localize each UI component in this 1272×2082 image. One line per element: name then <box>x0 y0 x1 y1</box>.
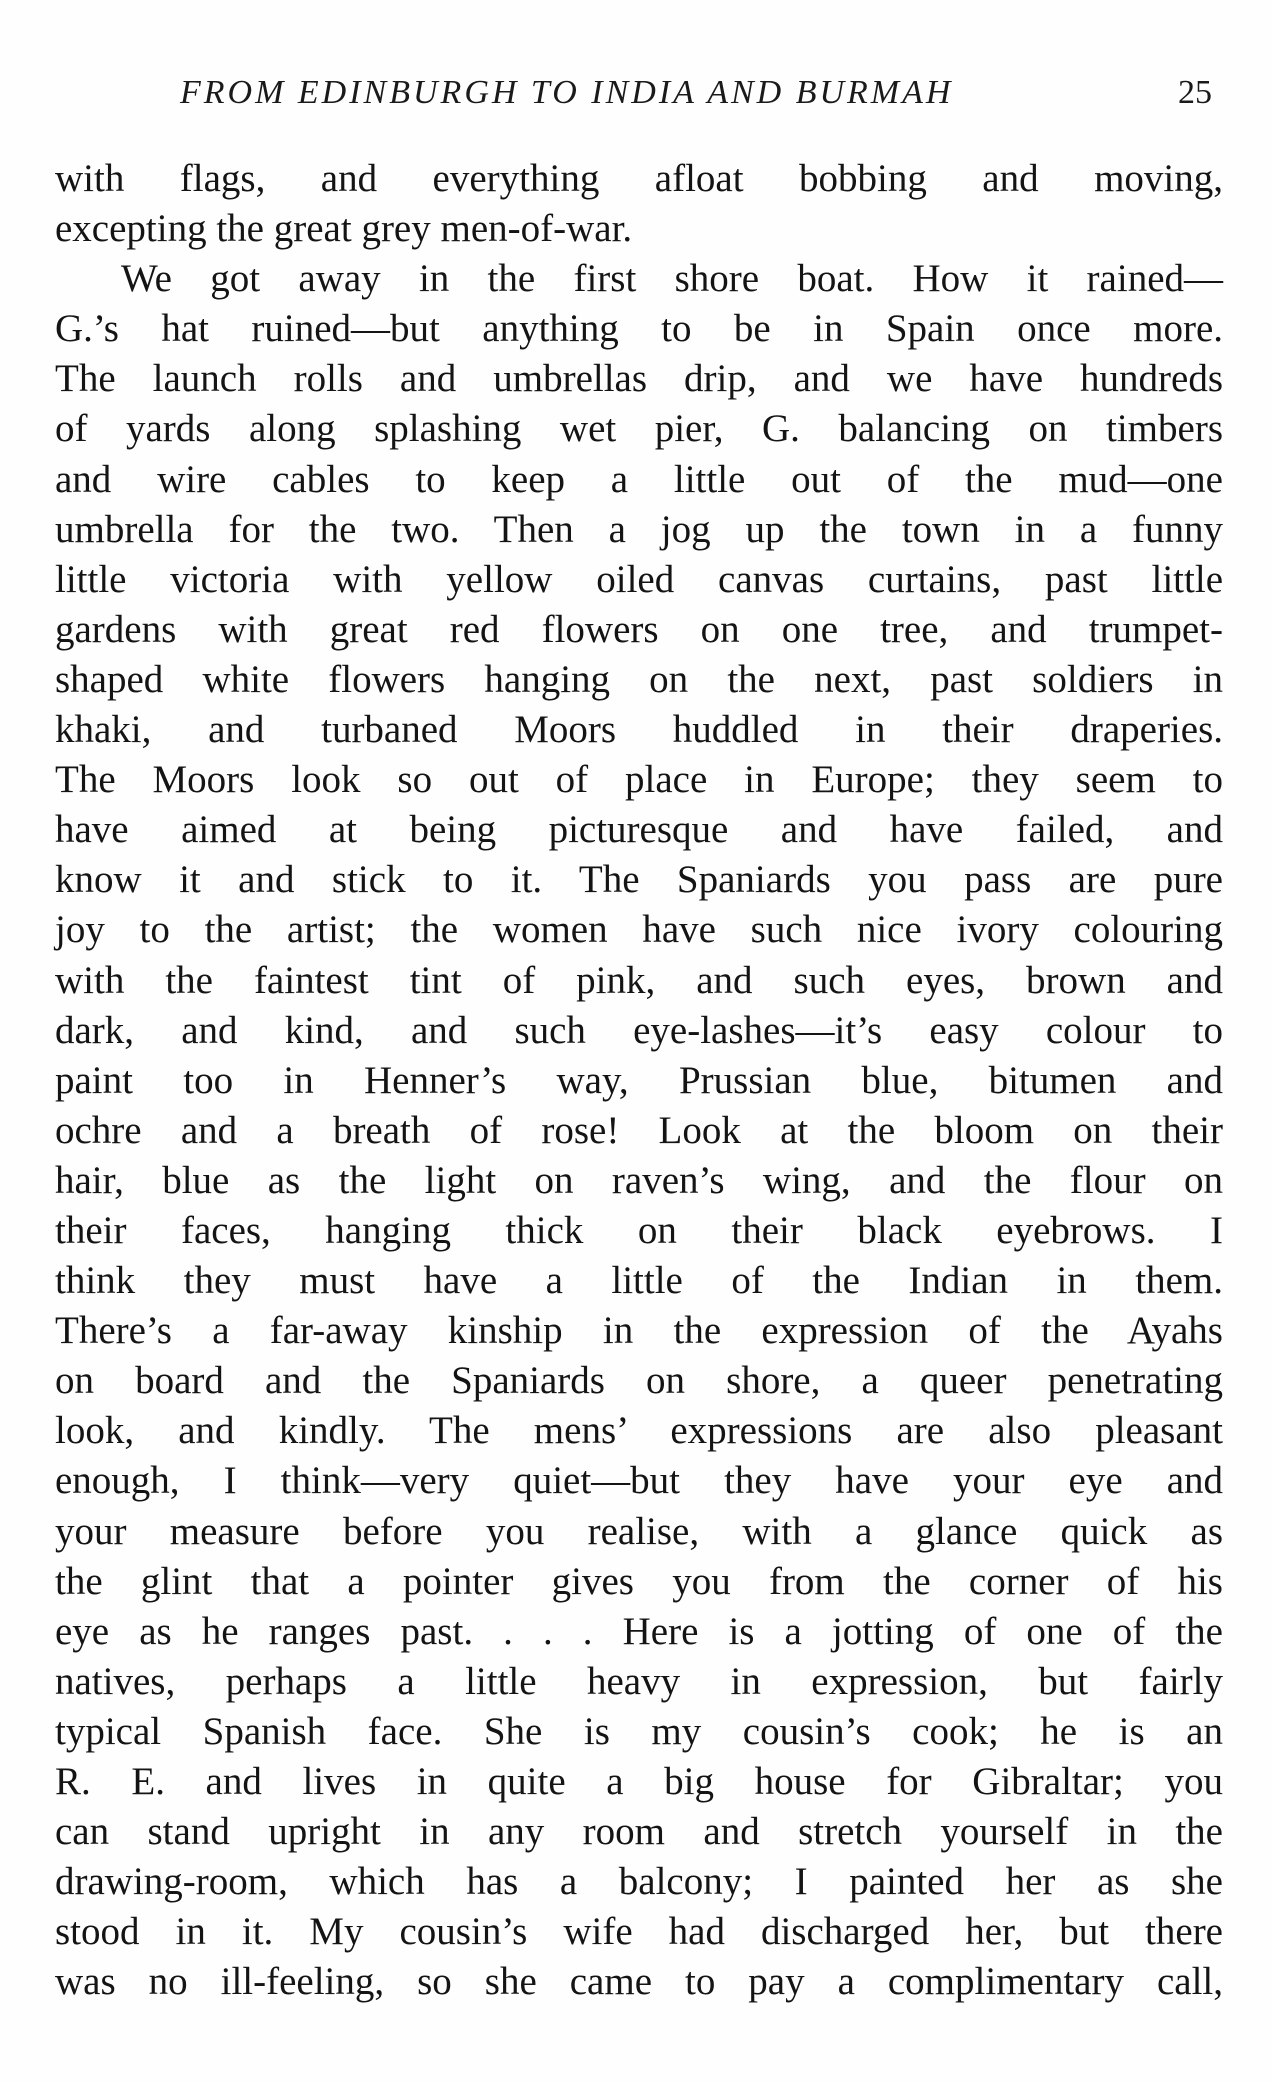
text-line: The Moors look so out of place in Europe; they seem to <box>55 758 1223 802</box>
text-line: with the faintest tint of pink, and such eyes, brown and <box>55 958 1223 1002</box>
text-line: khaki, and turbaned Moors huddled in their draperies. <box>55 708 1223 752</box>
text-line: There’s a far-away kinship in the expression of the Ayahs <box>55 1309 1223 1353</box>
text-line: know it and stick to it. The Spaniards you pass are pure <box>55 858 1223 902</box>
text-line: and wire cables to keep a little out of the mud—one <box>55 457 1223 501</box>
text-line: drawing-room, which has a balcony; I painted her as she <box>55 1860 1223 1904</box>
text-line: enough, I think—very quiet—but they have your eye and <box>55 1459 1223 1503</box>
text-line: your measure before you realise, with a glance quick as <box>55 1509 1223 1553</box>
text-line: eye as he ranges past. . . . Here is a jotting of one of the <box>55 1609 1223 1653</box>
text-line: excepting the great grey men-of-war. <box>55 207 633 251</box>
text-line: joy to the artist; the women have such nice ivory colouring <box>55 908 1223 952</box>
text-line: natives, perhaps a little heavy in expression, but fairly <box>55 1659 1223 1703</box>
page-number: 25 <box>1178 74 1212 111</box>
text-line: was no ill-feeling, so she came to pay a complimentary call, <box>55 1960 1223 2004</box>
text-line: the glint that a pointer gives you from the corner of his <box>55 1559 1223 1603</box>
text-line: stood in it. My cousin’s wife had discharged her, but there <box>55 1910 1223 1954</box>
text-line: paint too in Henner’s way, Prussian blue, bitumen and <box>55 1058 1223 1102</box>
text-line: ochre and a breath of rose! Look at the bloom on their <box>55 1108 1223 1152</box>
text-line: look, and kindly. The mens’ expressions are also pleasant <box>55 1409 1223 1453</box>
text-line: of yards along splashing wet pier, G. balancing on timbers <box>55 407 1223 451</box>
text-line: shaped white flowers hanging on the next, past soldiers in <box>55 657 1223 701</box>
text-line: We got away in the first shore boat. How it rained— <box>121 257 1223 301</box>
text-line: on board and the Spaniards on shore, a queer penetrating <box>55 1359 1223 1403</box>
text-line: The launch rolls and umbrellas drip, and we have hundreds <box>55 357 1223 401</box>
text-line: can stand upright in any room and stretch yourself in the <box>55 1810 1223 1854</box>
text-line: their faces, hanging thick on their black eyebrows. I <box>55 1208 1223 1252</box>
text-line: have aimed at being picturesque and have failed, and <box>55 808 1223 852</box>
text-line: R. E. and lives in quite a big house for Gibraltar; you <box>55 1760 1223 1803</box>
text-line: G.’s hat ruined—but anything to be in Spain once more. <box>55 307 1223 351</box>
body-text <box>55 154 1223 2007</box>
text-line: hair, blue as the light on raven’s wing, and the flour on <box>55 1158 1223 1202</box>
running-header-title: FROM EDINBURGH TO INDIA AND BURMAH <box>180 74 954 111</box>
text-line: gardens with great red flowers on one tree, and trumpet- <box>55 607 1223 651</box>
text-line: think they must have a little of the Indian in them. <box>55 1259 1223 1303</box>
text-line: with flags, and everything afloat bobbing and moving, <box>55 157 1223 200</box>
text-line: umbrella for the two. Then a jog up the town in a funny <box>55 507 1223 551</box>
text-line: typical Spanish face. She is my cousin’s cook; he is an <box>55 1709 1223 1753</box>
text-line: dark, and kind, and such eye-lashes—it’s easy colour to <box>55 1008 1223 1052</box>
text-line: little victoria with yellow oiled canvas curtains, past little <box>55 557 1223 601</box>
